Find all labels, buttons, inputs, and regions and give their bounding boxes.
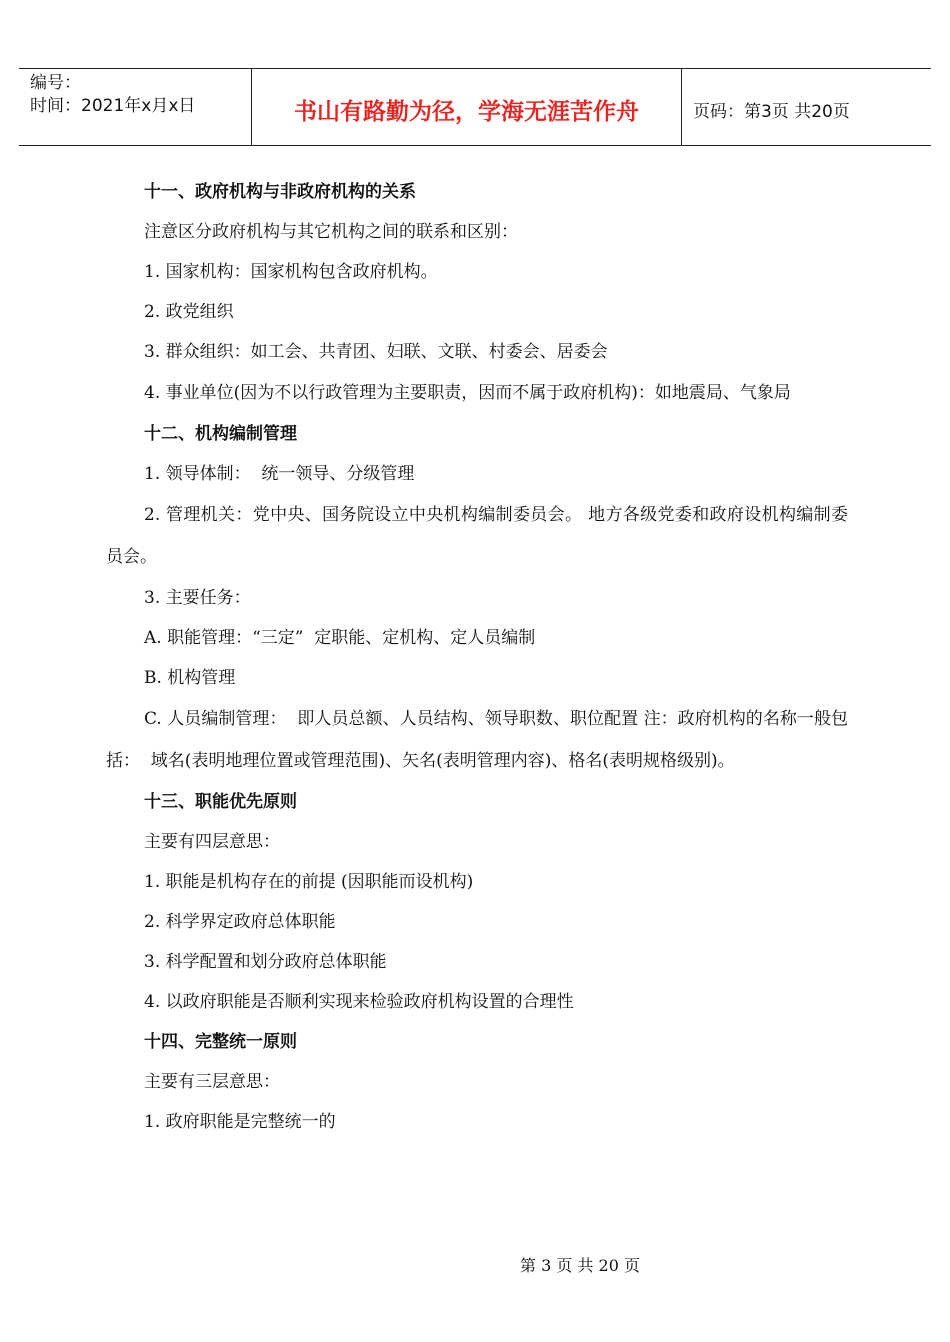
list-item: 1. 领导体制： 统一领导、分级管理 [144, 464, 415, 484]
header-meta-cell [19, 69, 252, 145]
date-label: 时间：2021年x月x日 [30, 96, 196, 116]
list-item: 3. 群众组织：如工会、共青团、妇联、文联、村委会、居委会 [144, 342, 608, 362]
paragraph: 主要有四层意思： [144, 832, 280, 852]
list-item: 3. 科学配置和划分政府总体职能 [144, 952, 387, 972]
section-heading: 十四、完整统一原则 [144, 1032, 297, 1052]
header-page-cell [682, 69, 931, 145]
list-item: 4. 事业单位(因为不以行政管理为主要职责，因而不属于政府机构)：如地震局、气象局 [144, 383, 791, 403]
page-footer: 第 3 页 共 20 页 [520, 1256, 640, 1275]
list-item: 2. 科学界定政府总体职能 [144, 912, 336, 932]
list-item: 2. 管理机关：党中央、国务院设立中央机构编制委员会。 地方各级党委和政府设机构编制委员会。 [106, 505, 848, 567]
list-item: C. 人员编制管理： 即人员总额、人员结构、领导职数、职位配置 注：政府机构的名称一般包括： 域名(表明地理位置或管理范围)、矢名(表明管理内容)、格名(表明规格级别)。 [106, 709, 848, 771]
section-heading: 十三、职能优先原则 [144, 792, 297, 812]
paragraph: 注意区分政府机构与其它机构之间的联系和区别： [144, 222, 518, 242]
page-info: 页码：第3页 共20页 [693, 101, 850, 122]
list-item: A. 职能管理：“三定” 定职能、定机构、定人员编制 [144, 628, 536, 648]
list-item: 1. 国家机构：国家机构包含政府机构。 [144, 262, 438, 282]
section-heading: 十一、政府机构与非政府机构的关系 [144, 182, 416, 202]
document-body [106, 172, 848, 1142]
list-item: 3. 主要任务： [144, 588, 251, 608]
list-item: 2. 政党组织 [144, 302, 234, 322]
header-slogan-cell [252, 69, 682, 145]
section-heading: 十二、机构编制管理 [144, 424, 297, 444]
header-table [19, 68, 931, 146]
number-label: 编号： [30, 73, 81, 93]
list-item: 4. 以政府职能是否顺利实现来检验政府机构设置的合理性 [144, 992, 574, 1012]
list-item: 1. 职能是机构存在的前提 (因职能而设机构) [144, 872, 474, 892]
slogan: 书山有路勤为径，学海无涯苦作舟 [294, 98, 639, 125]
list-item: 1. 政府职能是完整统一的 [144, 1112, 336, 1132]
list-item: B. 机构管理 [144, 668, 236, 688]
paragraph: 主要有三层意思： [144, 1072, 280, 1092]
